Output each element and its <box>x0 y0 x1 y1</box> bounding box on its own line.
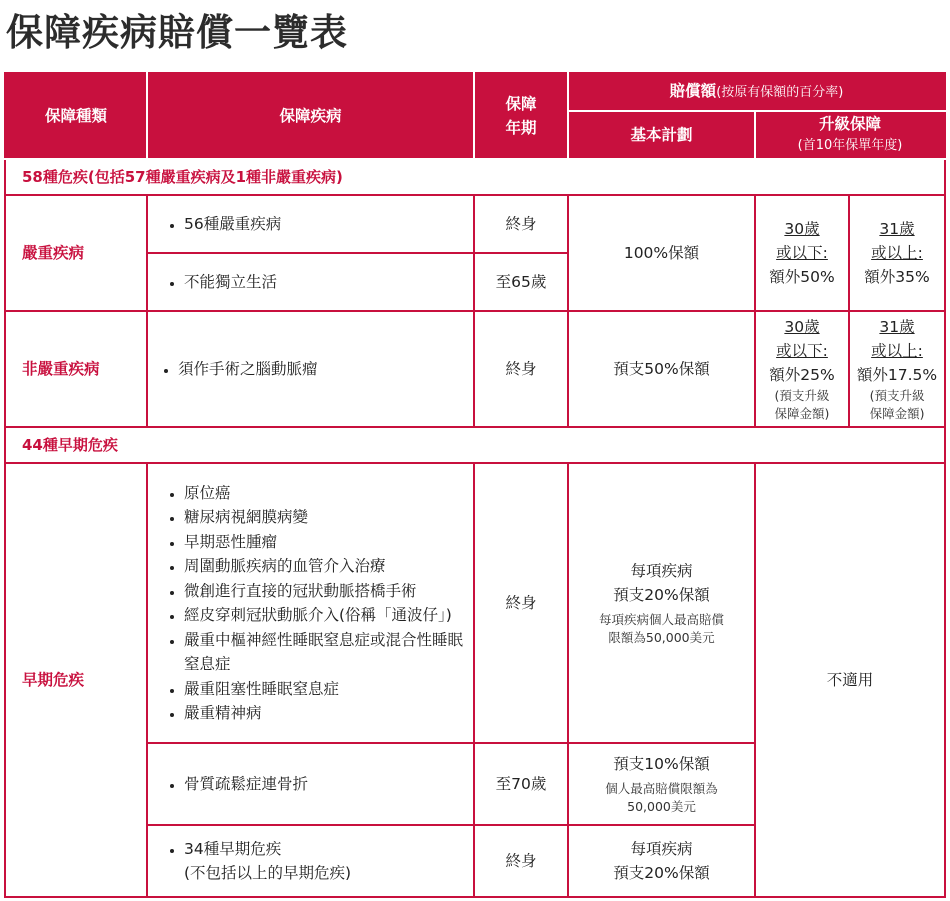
minor-term: 終身 <box>474 311 568 427</box>
minor-upgrade-old: 31歲 或以上: 額外17.5% (預支升級 保障金額) <box>849 311 945 427</box>
early-osteo-disease: • 骨質疏鬆症連骨折 <box>147 743 474 825</box>
category-major: 嚴重疾病 <box>5 195 147 311</box>
major-upgrade-old: 31歲 或以上: 額外35% <box>849 195 945 311</box>
early-item: • 嚴重精神病 <box>184 701 465 726</box>
early-other-basic: 每項疾病 預支20%保額 <box>568 825 755 897</box>
early-osteo-term: 至70歲 <box>474 743 568 825</box>
early-item: • 嚴重阻塞性睡眠窒息症 <box>184 677 465 702</box>
early-item: • 早期惡性腫瘤 <box>184 530 465 555</box>
major-disease-1: • 56種嚴重疾病 <box>147 195 474 253</box>
category-early: 早期危疾 <box>5 463 147 897</box>
early-other-term: 終身 <box>474 825 568 897</box>
early-list-basic: 每項疾病 預支20%保額 每項疾病個人最高賠償 限額為50,000美元 <box>568 463 755 743</box>
major-term-2: 至65歲 <box>474 253 568 311</box>
section-44-early: 44種早期危疾 <box>5 427 945 463</box>
early-osteo-basic: 預支10%保額 個人最高賠償限額為 50,000美元 <box>568 743 755 825</box>
coverage-table <box>4 72 946 898</box>
header-category: 保障種類 <box>5 73 147 159</box>
page-title: 保障疾病賠償一覽表 <box>6 11 348 54</box>
header-term: 保障 年期 <box>474 73 568 159</box>
early-upgrade: 不適用 <box>755 463 945 897</box>
early-item: • 原位癌 <box>184 481 465 506</box>
early-item: • 經皮穿刺冠狀動脈介入(俗稱「通波仔」) <box>184 603 465 628</box>
early-item: • 微創進行直接的冠狀動脈搭橋手術 <box>184 579 465 604</box>
early-other-disease: • 34種早期危疾 (不包括以上的早期危疾) <box>147 825 474 897</box>
minor-upgrade-young: 30歲 或以下: 額外25% (預支升級 保障金額) <box>755 311 849 427</box>
category-minor: 非嚴重疾病 <box>5 311 147 427</box>
header-upgrade: 升級保障 (首10年保單年度) <box>755 111 945 159</box>
minor-disease: • 須作手術之腦動脈瘤 <box>147 311 474 427</box>
major-term-1: 終身 <box>474 195 568 253</box>
major-disease-2: • 不能獨立生活 <box>147 253 474 311</box>
header-payout: 賠償額(按原有保額的百分率) <box>568 73 945 111</box>
header-disease: 保障疾病 <box>147 73 474 159</box>
early-disease-list <box>147 463 474 743</box>
section-58-critical: 58種危疾(包括57種嚴重疾病及1種非嚴重疾病) <box>5 159 945 195</box>
early-item: • 糖尿病視網膜病變 <box>184 505 465 530</box>
minor-basic: 預支50%保額 <box>568 311 755 427</box>
header-basic-plan: 基本計劃 <box>568 111 755 159</box>
major-upgrade-young: 30歲 或以下: 額外50% <box>755 195 849 311</box>
early-item: • 嚴重中樞神經性睡眠窒息症或混合性睡眠窒息症 <box>184 628 465 677</box>
major-basic: 100%保額 <box>568 195 755 311</box>
early-list-term: 終身 <box>474 463 568 743</box>
early-item: • 周圍動脈疾病的血管介入治療 <box>184 554 465 579</box>
